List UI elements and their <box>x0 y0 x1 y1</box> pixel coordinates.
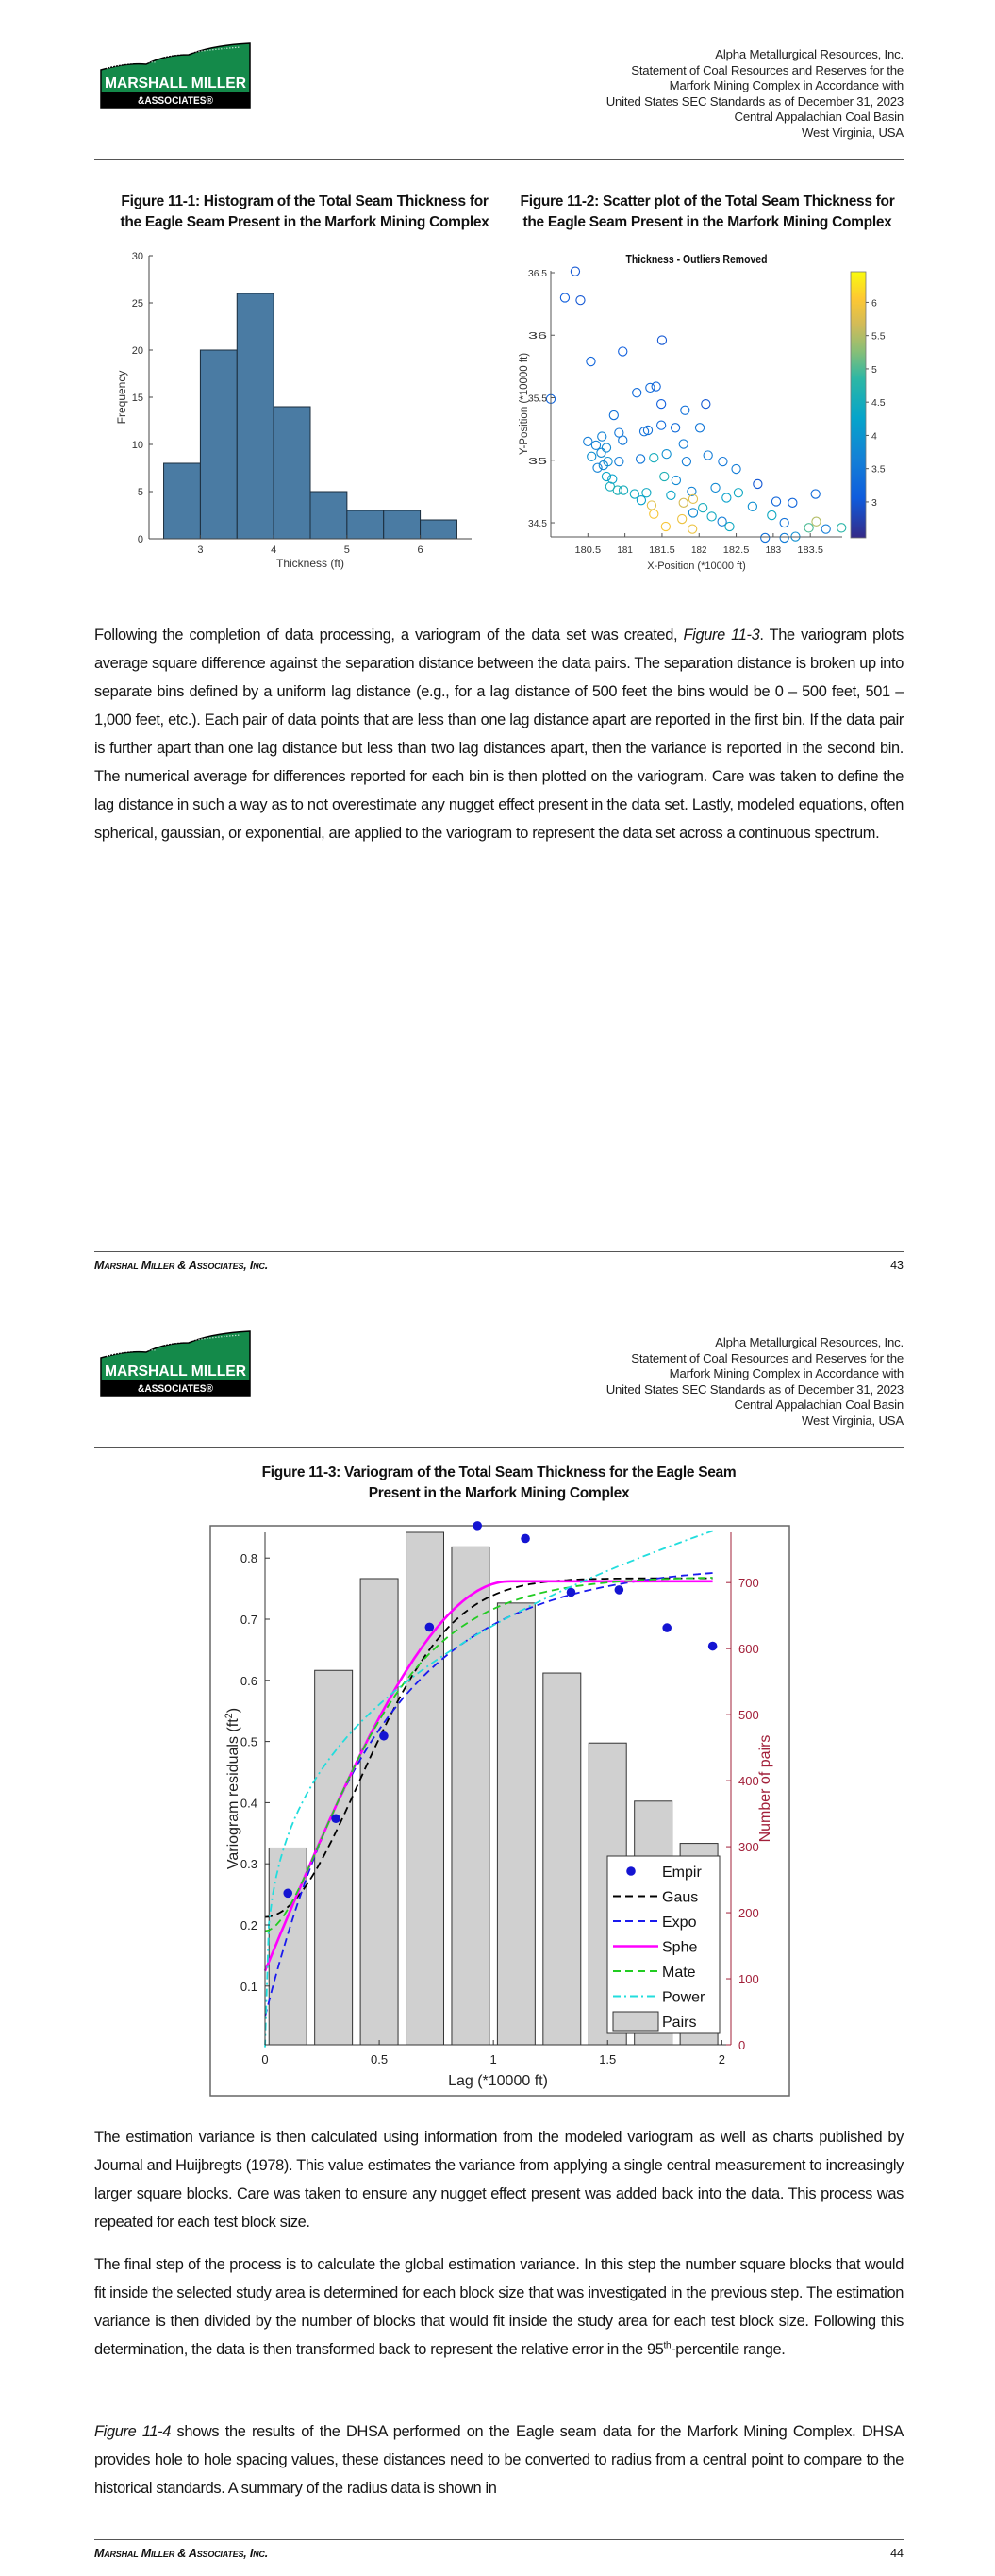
svg-text:MARSHALL MILLER: MARSHALL MILLER <box>105 1363 246 1380</box>
colorbar-tick-label: 3 <box>871 496 877 509</box>
scatter-point <box>646 383 655 392</box>
y-axis-label: Y-Position (*10000 ft) <box>519 352 530 456</box>
y-tick-label: 35 <box>528 455 548 467</box>
colorbar-tick-label: 3.5 <box>871 463 886 476</box>
scatter-point <box>719 457 727 465</box>
scatter-point <box>642 489 651 497</box>
y-tick-label: 0.5 <box>240 1734 257 1749</box>
y-tick-label: 25 <box>131 298 143 309</box>
legend-label: Gaus <box>662 1889 699 1906</box>
scatter-point <box>672 476 680 484</box>
y-axis-label-superscript: 2 <box>224 1713 235 1719</box>
empirical-point <box>473 1521 482 1531</box>
histogram-bar <box>200 350 237 539</box>
y-axis-label: Frequency <box>115 370 128 425</box>
scatter-point <box>679 440 688 448</box>
paragraph-text: Following the completion of data processing, a variogram of the data set was created, <box>94 627 684 644</box>
header-line: Alpha Metallurgical Resources, Inc. <box>715 1335 904 1349</box>
y-tick-label: 0.2 <box>240 1917 257 1932</box>
scatter-point <box>837 524 846 532</box>
x-tick-label: 181 <box>617 544 634 556</box>
scatter-point <box>812 517 821 526</box>
scatter-point <box>678 514 687 523</box>
scatter-point <box>771 497 780 506</box>
x-tick-label: 181.5 <box>649 544 675 556</box>
scatter-point <box>695 424 704 432</box>
legend-label: Mate <box>662 1965 696 1981</box>
scatter-point <box>667 491 675 499</box>
legend-label: Sphe <box>662 1939 698 1956</box>
y-tick-label: 36.5 <box>528 267 548 279</box>
x-tick-label: 183 <box>765 544 782 556</box>
scatter-point <box>657 421 666 429</box>
scatter-point <box>699 504 707 512</box>
scatter-point <box>660 472 669 480</box>
svg-text:&ASSOCIATES®: &ASSOCIATES® <box>138 95 213 107</box>
scatter-point <box>588 452 596 460</box>
y-tick-label: 0.8 <box>240 1551 257 1566</box>
x-tick-label: 180.5 <box>574 544 602 556</box>
scatter-point <box>780 518 788 527</box>
x-tick-label: 2 <box>718 2052 725 2066</box>
x-tick-label: 6 <box>417 544 423 556</box>
scatter-point <box>804 524 813 532</box>
scatter-point <box>661 522 670 530</box>
colorbar-tick-label: 6 <box>871 297 877 309</box>
empirical-point <box>662 1623 672 1632</box>
empirical-point <box>283 1889 292 1899</box>
y2-tick-label: 700 <box>738 1576 759 1591</box>
scatter-point <box>615 457 623 465</box>
scatter-point <box>704 451 712 460</box>
scatter-point <box>754 479 762 488</box>
legend-label: Empir <box>662 1865 702 1881</box>
legend-swatch-pairs <box>613 2012 658 2031</box>
scatter-point <box>788 498 797 507</box>
scatter-point <box>584 437 592 445</box>
superscript: th <box>663 2340 672 2351</box>
footer-company: Marshal Miller & Associates, Inc. <box>94 1259 268 1272</box>
pairs-bar <box>360 1579 398 2045</box>
scatter-point <box>811 490 820 498</box>
figure-reference: Figure 11-4 <box>94 2423 172 2440</box>
scatter-point <box>722 493 731 502</box>
scatter-point <box>560 293 569 302</box>
x-tick-label: 182 <box>691 544 707 556</box>
header-line: Statement of Coal Resources and Reserves for the <box>631 1350 904 1365</box>
scatter-chart <box>519 253 886 572</box>
paragraph-text: shows the results of the DHSA performed on the Eagle seam data for the Marfork Mining Complex. DHSA provides hole to hole spacing values, these distances need to be converted to radius from a central point to compare to the historical standards. A summary of the radius data is shown in <box>94 2423 904 2497</box>
header-line: West Virginia, USA <box>801 125 904 140</box>
paragraph-text: -percentile range. <box>671 2341 786 2358</box>
legend-label: Power <box>662 1989 705 2006</box>
colorbar-tick-label: 4 <box>871 430 877 443</box>
scatter-point <box>637 496 645 505</box>
scatter-point <box>598 432 606 441</box>
colorbar <box>851 272 866 538</box>
empirical-point <box>331 1814 340 1823</box>
x-tick-label: 5 <box>343 544 350 556</box>
scatter-point <box>619 436 627 444</box>
y-tick-label: 30 <box>131 251 143 262</box>
scatter-point <box>587 357 595 365</box>
figure-11-1-caption: Figure 11-1: Histogram of the Total Seam Thickness for the Eagle Seam Present in the Marfork Mining Complex <box>120 193 489 230</box>
chart-title: Thickness - Outliers Removed <box>625 253 768 266</box>
x-tick-label: 183.5 <box>797 544 824 556</box>
y-axis-label-end: ) <box>225 1707 241 1714</box>
y-axis-label <box>224 1708 241 1869</box>
empirical-point <box>521 1534 530 1544</box>
legend <box>607 1856 720 2033</box>
histogram-chart <box>115 251 472 570</box>
y-tick-label: 10 <box>131 440 143 451</box>
scatter-point <box>652 382 660 391</box>
y2-tick-label: 300 <box>738 1840 759 1855</box>
scatter-point <box>591 441 600 449</box>
caption-line: Present in the Marfork Mining Complex <box>368 1485 630 1501</box>
colorbar-tick-label: 5.5 <box>871 330 886 343</box>
y2-tick-label: 500 <box>738 1708 759 1723</box>
scatter-point <box>576 296 585 305</box>
scatter-point <box>679 498 688 507</box>
x-tick-label: 1.5 <box>599 2052 617 2066</box>
pairs-bar <box>406 1532 444 2045</box>
histogram-bar <box>384 510 421 539</box>
scatter-point <box>681 406 689 414</box>
y-tick-label: 15 <box>131 393 143 404</box>
y2-tick-label: 0 <box>738 2038 746 2052</box>
scatter-point <box>688 525 697 533</box>
y-tick-label: 0.7 <box>240 1613 257 1628</box>
histogram-bar <box>237 293 274 539</box>
y-tick-label: 0 <box>137 534 143 545</box>
scatter-point <box>619 347 627 356</box>
figure-11-2-caption: Figure 11-2: Scatter plot of the Total Seam Thickness for the Eagle Seam Present in the Marfork Mining Complex <box>520 193 895 230</box>
scatter-point <box>619 486 627 494</box>
y-tick-label: 0.4 <box>240 1796 257 1811</box>
histogram-bar <box>164 463 201 539</box>
header-line: United States SEC Standards as of December 31, 2023 <box>605 93 904 109</box>
x-tick-label: 182.5 <box>722 544 750 556</box>
scatter-point <box>633 389 641 397</box>
y2-axis-label: Number of pairs <box>757 1734 773 1843</box>
y-tick-label: 5 <box>137 487 143 498</box>
scatter-point <box>650 510 658 518</box>
header-line: United States SEC Standards as of December 31, 2023 <box>605 1381 904 1397</box>
header-line: Statement of Coal Resources and Reserves for the <box>631 62 904 77</box>
x-axis-label: Lag (*10000 ft) <box>448 2073 548 2089</box>
y-tick-label: 0.1 <box>240 1979 257 1994</box>
empirical-point <box>567 1588 576 1597</box>
page-number: 43 <box>890 1259 904 1272</box>
scatter-point <box>688 509 697 517</box>
footer-company: Marshal Miller & Associates, Inc. <box>94 2547 268 2560</box>
scatter-point <box>732 464 740 473</box>
x-tick-label: 0.5 <box>371 2052 389 2066</box>
scatter-point <box>609 410 618 419</box>
empirical-point <box>379 1731 389 1741</box>
y-tick-label: 34.5 <box>528 518 548 530</box>
scatter-point <box>671 424 679 432</box>
x-tick-label: 0 <box>261 2052 269 2066</box>
scatter-point <box>637 455 645 463</box>
scatter-point <box>725 522 734 530</box>
body-paragraph: The estimation variance is then calculated using information from the modeled variogram as well as charts published by Journal and Huijbregts (1978). This value estimates the variance from applying a single central measurement to increasingly larger square blocks. Care was taken to ensure any nugget effect present was added back into the data. This process was repeated for each test block size. <box>94 2129 904 2231</box>
scatter-point <box>768 510 776 519</box>
scatter-point <box>734 489 742 497</box>
empirical-point <box>425 1623 435 1632</box>
scatter-point <box>748 502 756 510</box>
header-line: Marfork Mining Complex in Accordance with <box>669 1366 904 1380</box>
histogram-bar <box>347 510 384 539</box>
header-line: Central Appalachian Coal Basin <box>734 109 904 124</box>
scatter-point <box>821 525 830 533</box>
svg-text:&ASSOCIATES®: &ASSOCIATES® <box>138 1383 213 1395</box>
y-tick-label: 0.3 <box>240 1857 257 1872</box>
y2-tick-label: 600 <box>738 1642 759 1657</box>
colorbar-tick-label: 5 <box>871 363 877 376</box>
histogram-bar <box>310 492 347 539</box>
scatter-point <box>662 450 671 459</box>
scatter-point <box>707 512 716 521</box>
scatter-point <box>761 533 770 542</box>
pairs-bar <box>543 1673 581 2045</box>
scatter-point <box>657 336 666 344</box>
scatter-point <box>650 454 658 462</box>
scatter-point <box>780 533 788 542</box>
histogram-bar <box>421 520 457 539</box>
header-line: Marfork Mining Complex in Accordance with <box>669 78 904 92</box>
y-tick-label: 36 <box>528 330 548 343</box>
scatter-point <box>602 443 610 452</box>
histogram-bar <box>274 407 310 539</box>
paragraph-text: . The variogram plots average square difference against the separation distance between the data pairs. The separation distance is broken up into separate bins defined by a uniform lag distance (e.g., for a lag distance of 500 feet the bins would be 0 – 500 feet, 501 – 1,000 feet, etc.). Each pair of data points that are less than one lag distance apart are reported in the first bin. If the data pair is further apart than one lag distance but less than two lag distances apart, then the variance is reported in the second bin. The numerical average for differences reported for each bin is then plotted on the variogram. Care was taken to define the lag distance in such a way as to not overestimate any nugget effect present in the data set. Lastly, modeled equations, often spherical, gaussian, or exponential, are applied to the variogram to represent the data set across a continuous spectrum. <box>94 627 904 842</box>
scatter-point <box>597 448 605 457</box>
y2-tick-label: 400 <box>738 1774 759 1789</box>
x-axis-label: Thickness (ft) <box>275 557 345 570</box>
header-line: Central Appalachian Coal Basin <box>734 1397 904 1412</box>
caption-line: Figure 11-3: Variogram of the Total Seam Thickness for the Eagle Seam <box>261 1464 737 1480</box>
scatter-point <box>657 400 666 409</box>
y-tick-label: 0.6 <box>240 1673 257 1688</box>
y2-tick-label: 200 <box>738 1906 759 1921</box>
x-axis-label: X-Position (*10000 ft) <box>647 560 746 572</box>
pairs-bar <box>452 1547 489 2045</box>
legend-label: Expo <box>662 1915 697 1931</box>
empirical-point <box>615 1585 624 1595</box>
y2-tick-label: 100 <box>738 1972 759 1987</box>
y-axis-label-text: Variogram residuals (ft <box>225 1718 241 1870</box>
header-line: West Virginia, USA <box>801 1413 904 1428</box>
x-tick-label: 3 <box>197 544 204 556</box>
paragraph-text: The final step of the process is to calculate the global estimation variance. In this step the number square blocks that would fit inside the selected study area is determined for each block size that was investigated in the previous step. The estimation variance is then divided by the number of blocks that would fit inside the study area for each test block size. Following this determination, the data is then transformed back to represent the relative error in the 95 <box>94 2256 904 2358</box>
x-tick-label: 1 <box>489 2052 497 2066</box>
colorbar-tick-label: 4.5 <box>871 397 886 410</box>
y-tick-label: 35.5 <box>528 393 548 405</box>
figure-reference: Figure 11-3 <box>683 627 760 644</box>
scatter-point <box>647 501 655 510</box>
empirical-point <box>708 1642 718 1651</box>
pairs-bar <box>315 1670 353 2045</box>
scatter-point <box>702 400 710 409</box>
y-tick-label: 20 <box>131 345 143 357</box>
scatter-point <box>711 483 720 492</box>
svg-text:MARSHALL MILLER: MARSHALL MILLER <box>105 75 246 92</box>
legend-label: Pairs <box>662 2015 697 2031</box>
header-line: Alpha Metallurgical Resources, Inc. <box>715 47 904 61</box>
pairs-bar <box>497 1603 535 2045</box>
page-number: 44 <box>890 2547 904 2560</box>
legend-marker-empir <box>626 1866 636 1876</box>
scatter-point <box>682 457 690 465</box>
scatter-point <box>571 267 579 276</box>
x-tick-label: 4 <box>271 544 277 556</box>
